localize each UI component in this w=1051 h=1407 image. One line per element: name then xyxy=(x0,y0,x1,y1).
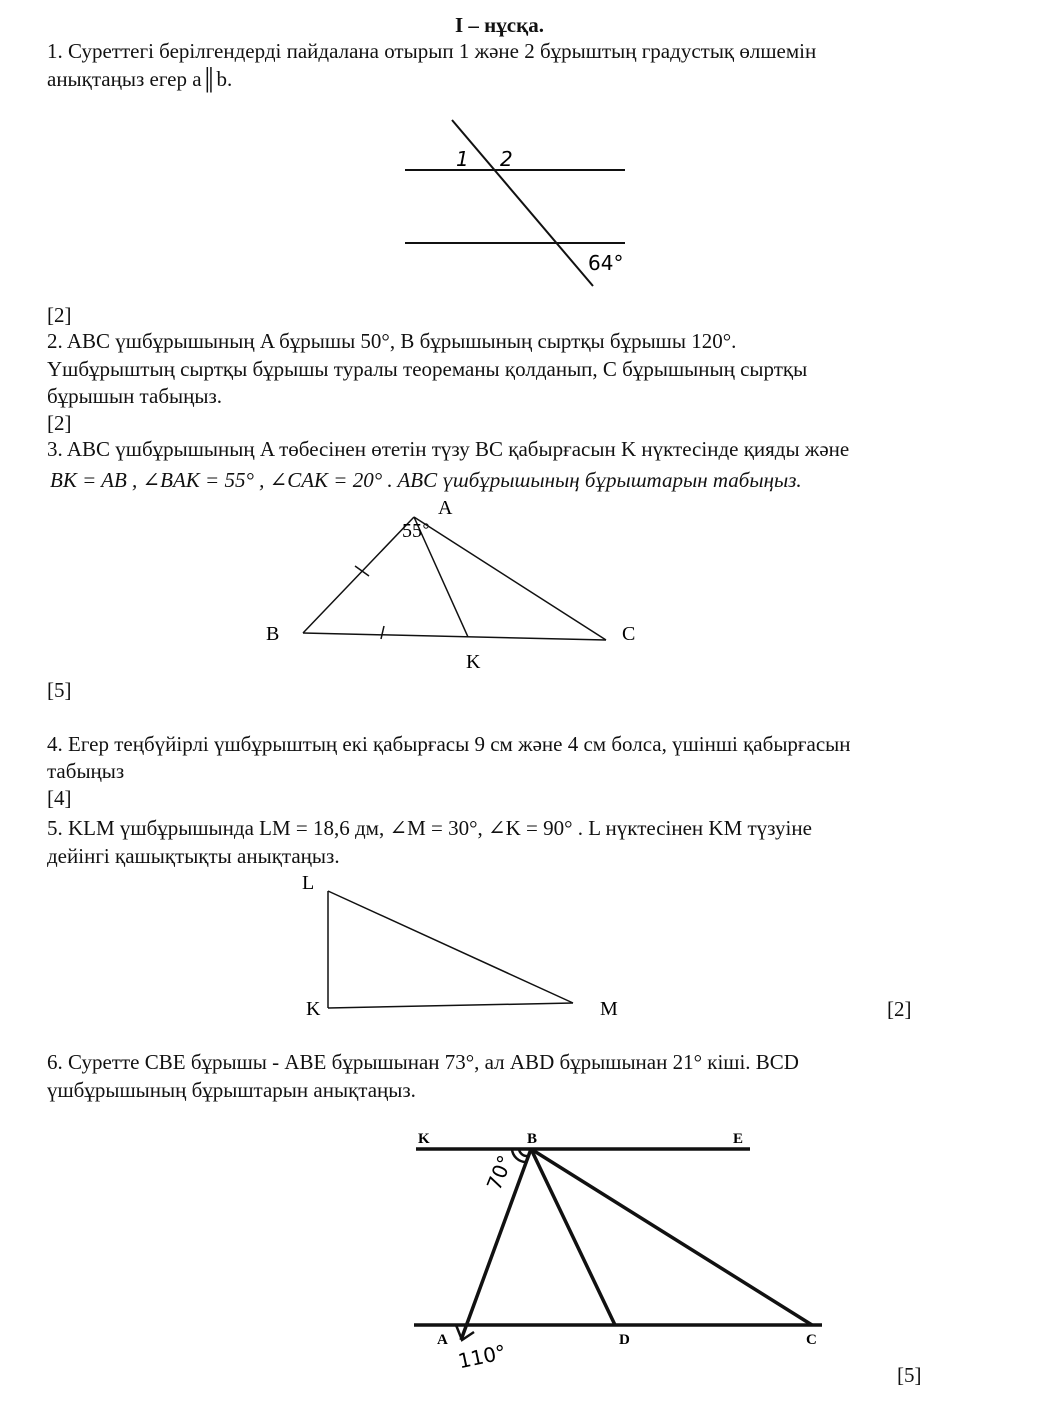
q6-label-a: A xyxy=(437,1332,448,1348)
q3-text-line1: 3. ABC үшбұрышының A төбесінен өтетін түзу BC қабырғасын K нүктесінде қияды және xyxy=(47,437,850,461)
q6-label-d: D xyxy=(619,1332,630,1348)
q2-text-line1: 2. ABC үшбұрышының A бұрышы 50°, B бұрышының сыртқы бұрышы 120°. xyxy=(47,329,737,353)
q2-text-line2: Үшбұрыштың сыртқы бұрышы туралы теореманы қолданып, C бұрышының сыртқы xyxy=(47,357,808,381)
q5-text-line2: дейінгі қашықтықты анықтаңыз. xyxy=(47,844,340,868)
q3-label-b: B xyxy=(266,623,280,645)
q5-label-l: L xyxy=(302,872,315,894)
q1-angle-1-label: 1 xyxy=(456,147,469,171)
q3-label-c: C xyxy=(622,623,636,645)
q6-text-line2: үшбұрышының бұрыштарын анықтаңыз. xyxy=(47,1078,416,1102)
q2-score: [2] xyxy=(47,411,72,435)
q5-label-k: K xyxy=(306,998,321,1020)
q3-label-k: K xyxy=(466,651,481,673)
q4-text-line2: табыңыз xyxy=(47,759,125,783)
q5-score: [2] xyxy=(887,997,912,1021)
q4-score: [4] xyxy=(47,786,72,810)
q6-label-e: E xyxy=(733,1131,744,1147)
q6-angle-70-label: 70° xyxy=(481,1151,518,1194)
q1-score: [2] xyxy=(47,303,72,327)
q3-label-a: A xyxy=(438,497,453,519)
page-title: I – нұсқа. xyxy=(455,13,544,37)
q3-text-line2: BK = AB , ∠BAK = 55° , ∠CAK = 20° . ABC үшбұрышының бұрыштарын табыңыз. xyxy=(50,468,802,492)
q6-label-c: C xyxy=(806,1332,817,1348)
q1-angle-2-label: 2 xyxy=(500,147,513,171)
q3-angle-55-label: 55 xyxy=(402,520,422,542)
q3-score: [5] xyxy=(47,678,72,702)
q1-text-line1: 1. Суреттегі берілгендерді пайдалана отырып 1 және 2 бұрыштың градустық өлшемін xyxy=(47,39,817,63)
q5-label-m: M xyxy=(600,998,618,1020)
q6-label-k: K xyxy=(418,1131,430,1147)
q6-label-b: B xyxy=(527,1131,538,1147)
q5-text-line1: 5. KLM үшбұрышында LM = 18,6 дм, ∠M = 30°, ∠K = 90° . L нүктесінен KM түзуіне xyxy=(47,816,812,840)
q1-text-line2: анықтаңыз егер a║b. xyxy=(47,67,233,91)
q6-score: [5] xyxy=(897,1363,922,1387)
q1-angle-64-label: 64° xyxy=(588,251,624,275)
q6-angle-110-label: 110° xyxy=(455,1339,509,1374)
q2-text-line3: бұрышын табыңыз. xyxy=(47,384,223,408)
q6-text-line1: 6. Суретте CBE бұрышы - ABE бұрышынан 73°, ал ABD бұрышынан 21° кіші. BCD xyxy=(47,1050,799,1074)
q4-text-line1: 4. Егер теңбүйірлі үшбұрыштың екі қабырғасы 9 см және 4 см болса, үшінші қабырғасын xyxy=(47,732,851,756)
